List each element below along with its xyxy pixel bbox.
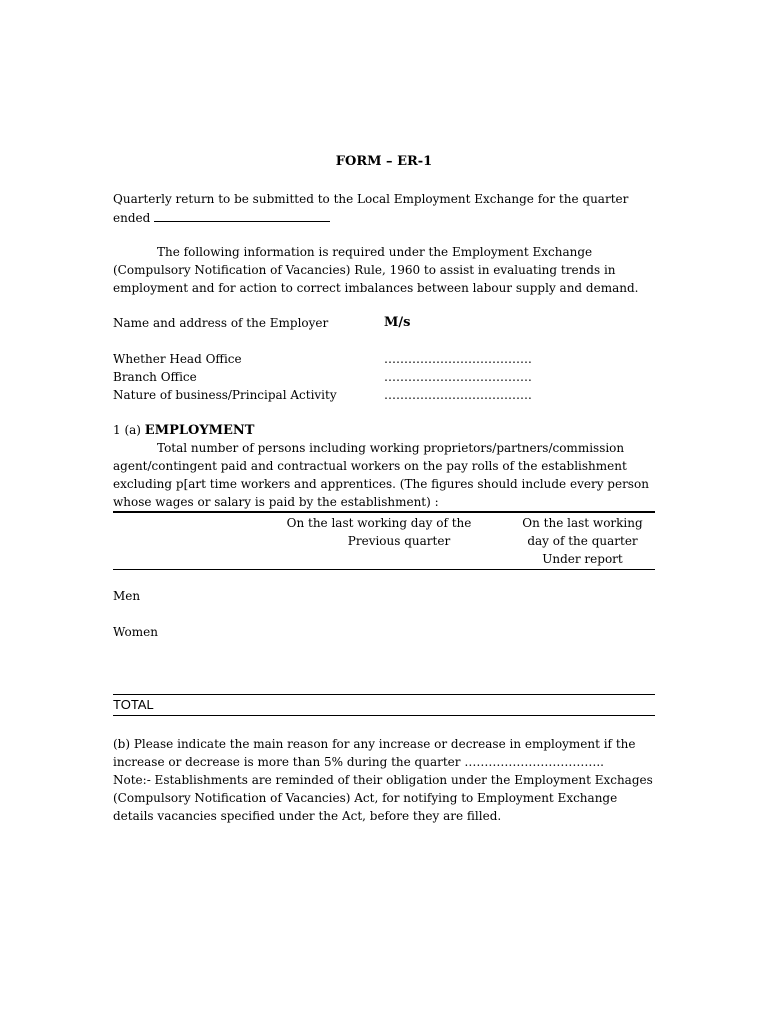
table-bottom-rule: [113, 715, 655, 716]
branch-office-dots: ……………………………….: [384, 370, 532, 384]
employer-label: Name and address of the Employer: [113, 316, 329, 330]
reason-line-1: (b) Please indicate the main reason for any increase or decrease in employment if the: [113, 737, 636, 751]
note-line-2: (Compulsory Notification of Vacancies) Act, for notifying to Employment Exchange: [113, 791, 618, 805]
section-number: 1 (a): [113, 423, 145, 437]
row-women-label: Women: [113, 625, 158, 639]
branch-office-label: Branch Office: [113, 370, 197, 384]
section-line-2: agent/contingent paid and contractual workers on the pay rolls of the establishment: [113, 459, 627, 473]
note-line-3: details vacancies specified under the Act, before they are filled.: [113, 809, 502, 823]
intro-line-2: [113, 208, 330, 227]
col-current-line-3: Under report: [542, 552, 623, 566]
section-line-1: Total number of persons including working proprietors/partners/commission: [157, 441, 625, 455]
intro-ended-label: ended: [113, 211, 155, 225]
col-current-line-1: On the last working: [522, 516, 643, 530]
head-office-label: Whether Head Office: [113, 352, 242, 366]
form-title: FORM – ER-1: [335, 154, 433, 169]
row-total-label: TOTAL: [113, 697, 154, 712]
table-top-rule: [113, 511, 655, 513]
table-header-rule: [113, 569, 655, 570]
nature-of-business-dots: ……………………………….: [384, 388, 532, 402]
paragraph-line-3: employment and for action to correct imbalances between labour supply and demand.: [113, 281, 639, 295]
section-title: EMPLOYMENT: [144, 423, 255, 438]
section-line-3: excluding p[art time workers and apprentices. (The figures should include every person: [113, 477, 649, 491]
col-previous-line-1: On the last working day of the: [286, 516, 472, 530]
paragraph-line-2: (Compulsory Notification of Vacancies) Rule, 1960 to assist in evaluating trends in: [113, 263, 616, 277]
note-line-1: Note:- Establishments are reminded of their obligation under the Employment Exchages: [113, 773, 653, 787]
paragraph-line-1: The following information is required under the Employment Exchange: [157, 245, 593, 259]
head-office-dots: ……………………………….: [384, 352, 532, 366]
col-current-line-2: day of the quarter: [527, 534, 638, 548]
reason-line-2: increase or decrease is more than 5% during the quarter ……………………………..: [113, 755, 604, 769]
col-previous-line-2: Previous quarter: [347, 534, 451, 548]
section-line-4: whose wages or salary is paid by the establishment) :: [113, 495, 439, 509]
row-men-label: Men: [113, 589, 141, 603]
table-total-top-rule: [113, 694, 655, 695]
section-heading: [113, 421, 254, 440]
employer-value: M/s: [384, 315, 411, 330]
quarter-ended-blank: [154, 208, 330, 222]
nature-of-business-label: Nature of business/Principal Activity: [113, 388, 337, 402]
intro-line-1: Quarterly return to be submitted to the Local Employment Exchange for the quarter: [113, 192, 629, 206]
